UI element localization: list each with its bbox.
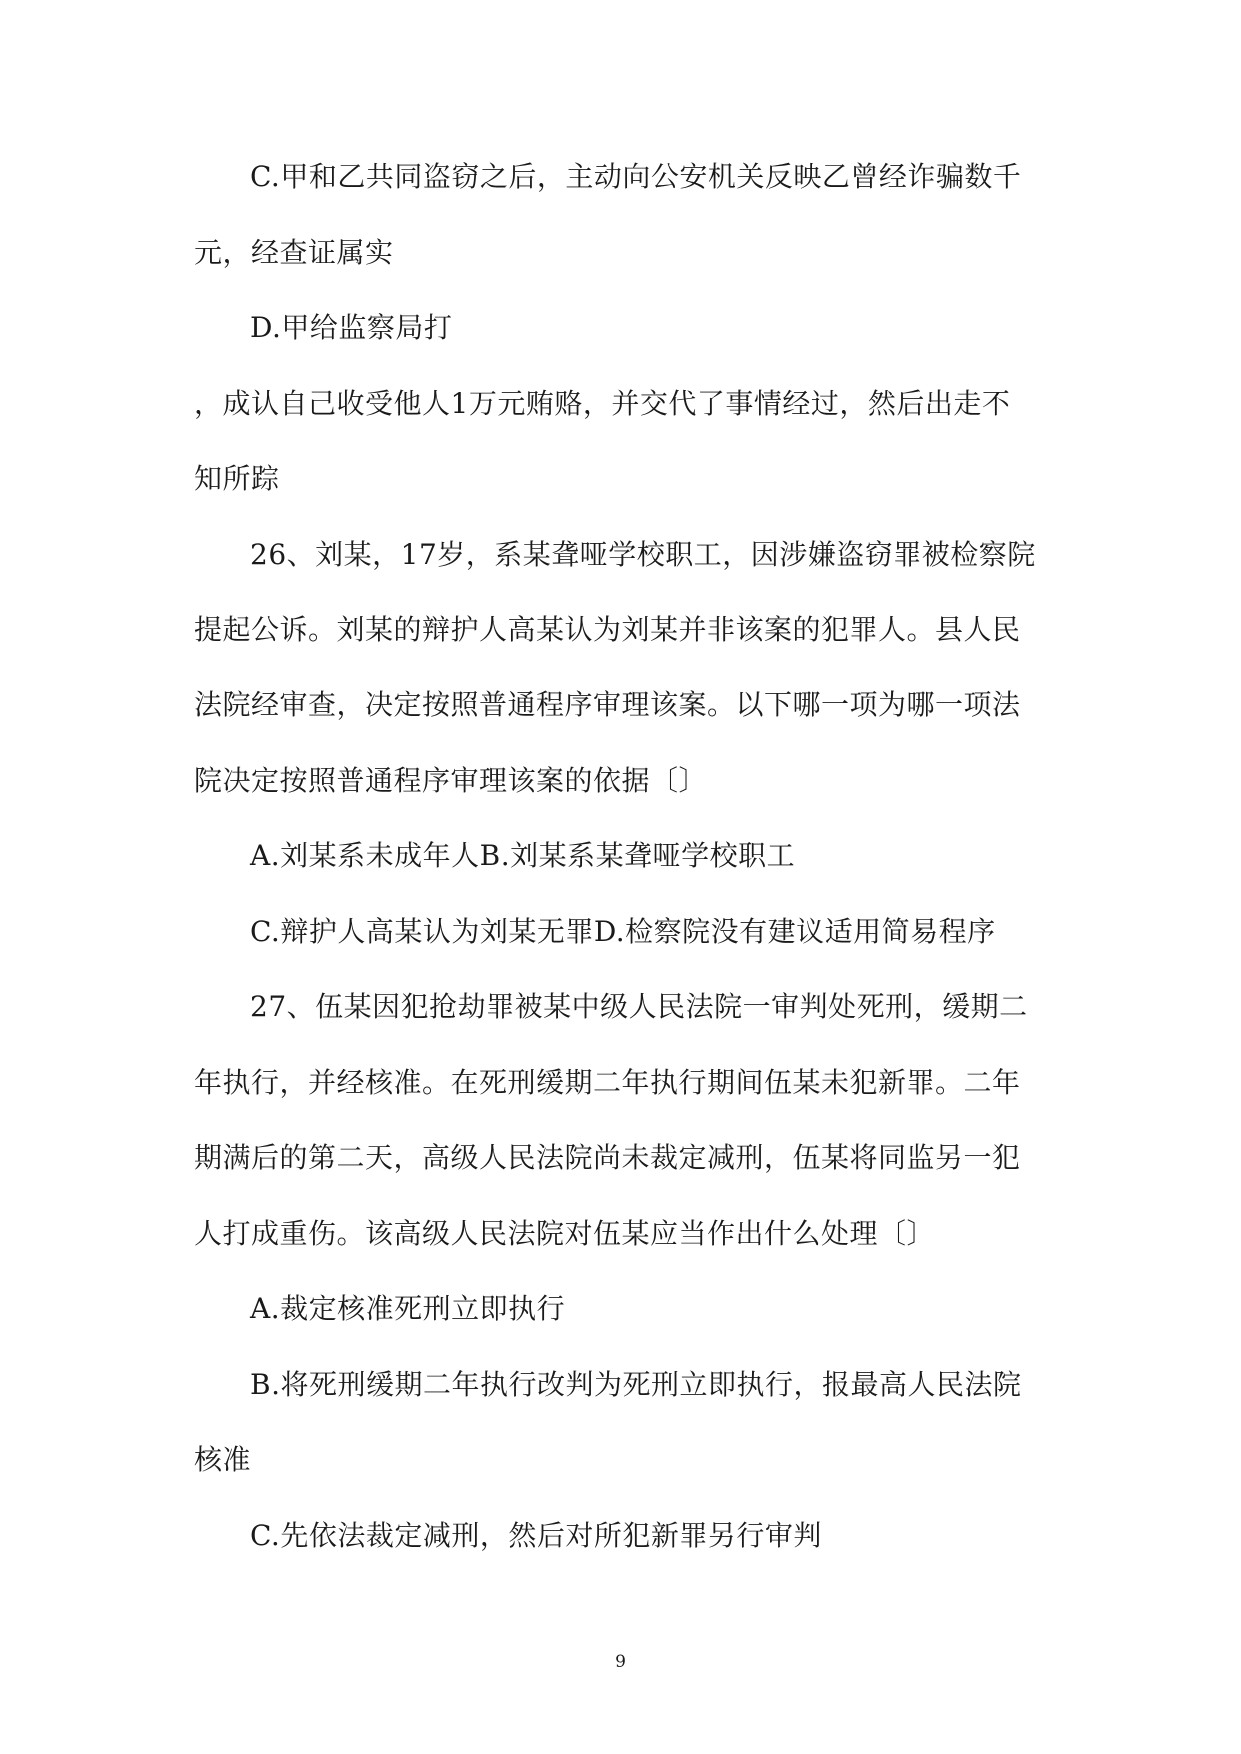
option-b-q27-line-1: B.将死刑缓期二年执行改判为死刑立即执行，报最高人民法院 [250,1368,1022,1401]
option-c-q25-line-2: 元，经查证属实 [194,236,394,269]
question-26-line-3: 法院经审查，决定按照普通程序审理该案。以下哪一项为哪一项法 [194,688,1021,721]
options-ab-q26: A.刘某系未成年人B.刘某系某聋哑学校职工 [250,839,796,872]
question-26-line-2: 提起公诉。刘某的辩护人高某认为刘某并非该案的犯罪人。县人民 [194,613,1021,646]
option-d-q25-line-1: D.甲给监察局打 [250,311,453,344]
option-c-q25-line-1: C.甲和乙共同盗窃之后，主动向公安机关反映乙曾经诈骗数千 [250,160,1022,193]
page-number: 9 [615,1652,626,1672]
option-a-q27: A.裁定核准死刑立即执行 [250,1292,566,1325]
question-26-line-4: 院决定按照普通程序审理该案的依据〔〕 [194,764,708,797]
question-27-line-1: 27、伍某因犯抢劫罪被某中级人民法院一审判处死刑，缓期二 [250,990,1028,1023]
question-27-line-2: 年执行，并经核准。在死刑缓期二年执行期间伍某未犯新罪。二年 [194,1066,1021,1099]
question-27-line-4: 人打成重伤。该高级人民法院对伍某应当作出什么处理〔〕 [194,1217,936,1250]
question-27-line-3: 期满后的第二天，高级人民法院尚未裁定减刑，伍某将同监另一犯 [194,1141,1021,1174]
option-c-q27: C.先依法裁定减刑，然后对所犯新罪另行审判 [250,1519,822,1552]
option-d-q25-line-2: ，成认自己收受他人1万元贿赂，并交代了事情经过，然后出走不 [194,387,1011,420]
option-b-q27-line-2: 核准 [194,1443,252,1476]
question-26-line-1: 26、刘某，17岁，系某聋哑学校职工，因涉嫌盗窃罪被检察院 [250,538,1036,571]
options-cd-q26: C.辩护人高某认为刘某无罪D.检察院没有建议适用简易程序 [250,915,996,948]
option-d-q25-line-3: 知所踪 [194,462,280,495]
